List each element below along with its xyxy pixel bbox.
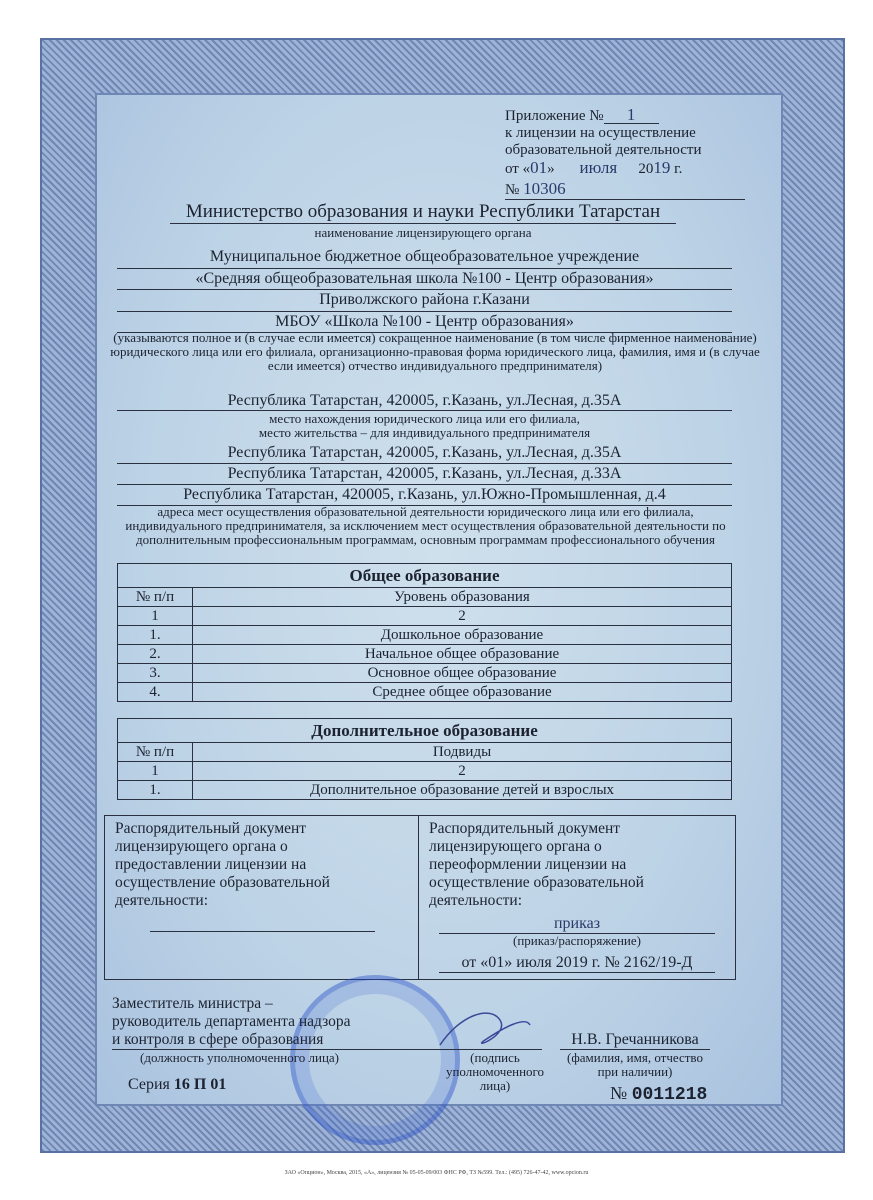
row-number: 2. <box>118 645 193 664</box>
caption-line: место нахождения юридического лица или его филиала, <box>269 411 580 426</box>
org-caption: (указываются полное и (в случае если имеется) сокращенное наименование (в том числе фирменное наименование) юридического лица или его филиала, организационно-правовая форма юридического лица, фамилия, имя и (в случае если имеется) отчество индивидуального предпринимателя) <box>110 330 760 373</box>
column-header: № п/п <box>118 588 193 607</box>
grant-document-box <box>104 815 419 980</box>
printer-footer: ЗАО «Опцион», Москва, 2015, «А», лицензия № 05-05-09/003 ФНС РФ, ТЗ №599. Тел.: (495) 726-47-42, www.opcion.ru <box>284 1170 589 1176</box>
annex-number: 1 <box>604 106 659 124</box>
table-row <box>118 781 732 800</box>
column-number: 1 <box>118 762 193 781</box>
document-reference: от «01» июля 2019 г. № 2162/19-Д <box>439 954 715 973</box>
column-header: Подвиды <box>193 743 732 762</box>
date-prefix: от « <box>505 161 531 177</box>
position-caption: (должность уполномоченного лица) <box>140 1050 340 1065</box>
row-number: 4. <box>118 683 193 702</box>
activity-address: Республика Татарстан, 420005, г.Казань, ул.Лесная, д.35А <box>117 443 732 464</box>
form-number-value: 0011218 <box>631 1085 708 1105</box>
org-line: «Средняя общеобразовательная школа №100 - Центр образования» <box>117 269 732 291</box>
annex-label: Приложение № <box>505 108 604 124</box>
row-number: 3. <box>118 664 193 683</box>
table-title: Дополнительное образование <box>118 719 732 743</box>
form-number <box>610 1083 707 1105</box>
caption-line: при наличии) <box>597 1064 673 1079</box>
series-value: 16 П 01 <box>173 1076 227 1093</box>
signature-caption <box>430 1051 560 1093</box>
position-line: Заместитель министра – <box>112 995 273 1012</box>
legal-address: Республика Татарстан, 420005, г.Казань, ул.Лесная, д.35А <box>117 392 732 411</box>
reissue-document-box <box>418 815 736 980</box>
general-education-table <box>117 563 732 702</box>
caption-line: (подпись <box>470 1050 520 1065</box>
license-number: 10306 <box>523 179 566 198</box>
activity-address: Республика Татарстан, 420005, г.Казань, ул.Лесная, д.33А <box>117 464 732 485</box>
annex-line: образовательной деятельности <box>505 142 702 158</box>
row-number: 1. <box>118 781 193 800</box>
annex-year: 19 <box>653 158 671 177</box>
row-value: Основное общее образование <box>193 664 732 683</box>
table-title: Общее образование <box>118 564 732 588</box>
table-row <box>118 645 732 664</box>
annex-day: 01 <box>530 158 548 177</box>
series-label: Серия <box>128 1076 170 1093</box>
reissue-document-text: Распорядительный документ лицензирующего органа о переоформлении лицензии на осуществление образовательной деятельности: <box>429 820 644 909</box>
activity-caption: адреса мест осуществления образовательной деятельности юридического лица или его филиала, индивидуального предпринимателя, за исключением мест осуществления образовательной деятельности по дополнительным профессиональным программам, основным программам профессионального обучения <box>125 504 726 547</box>
column-header: Уровень образования <box>193 588 732 607</box>
no-label: № <box>505 182 520 198</box>
org-line: Приволжского района г.Казани <box>117 290 732 312</box>
annex-line: к лицензии на осуществление <box>505 125 696 141</box>
column-number: 2 <box>193 607 732 626</box>
row-value: Начальное общее образование <box>193 645 732 664</box>
signatory-name: Н.В. Гречанникова <box>560 1031 710 1050</box>
location-caption <box>117 412 732 440</box>
column-number: 1 <box>118 607 193 626</box>
caption-line: (фамилия, имя, отчество <box>567 1050 703 1065</box>
caption-line: уполномоченного лица) <box>445 1064 545 1093</box>
row-number: 1. <box>118 626 193 645</box>
org-line: Муниципальное бюджетное общеобразовательное учреждение <box>117 247 732 269</box>
annex-block <box>505 106 745 200</box>
row-value: Дополнительное образование детей и взрослых <box>193 781 732 800</box>
series <box>128 1076 226 1094</box>
column-number: 2 <box>193 762 732 781</box>
row-value: Среднее общее образование <box>193 683 732 702</box>
table-row <box>118 626 732 645</box>
additional-education-table <box>117 718 732 800</box>
name-caption <box>560 1051 710 1079</box>
number-label: № <box>610 1083 628 1103</box>
grant-document-text: Распорядительный документ лицензирующего органа о предоставлении лицензии на осуществление образовательной деятельности: <box>115 820 330 909</box>
row-value: Дошкольное образование <box>193 626 732 645</box>
document-type-caption: (приказ/распоряжение) <box>513 933 641 948</box>
caption-line: место жительства – для индивидуального предпринимателя <box>258 425 591 440</box>
org-line: МБОУ «Школа №100 - Центр образования» <box>117 312 732 334</box>
position-line: руководитель департамента надзора <box>112 1013 351 1030</box>
activity-addresses <box>117 443 732 506</box>
activity-address: Республика Татарстан, 420005, г.Казань, ул.Южно-Промышленная, д.4 <box>117 485 732 506</box>
signatory-position <box>112 995 542 1050</box>
org-name <box>117 247 732 333</box>
annex-month: июля <box>579 158 618 177</box>
authority-caption: наименование лицензирующего органа <box>314 225 532 240</box>
position-line: и контроля в сфере образования <box>112 1031 542 1050</box>
authority-name: Министерство образования и науки Республики Татарстан <box>170 201 676 224</box>
year-suffix: г. <box>674 161 683 177</box>
column-header: № п/п <box>118 743 193 762</box>
table-row <box>118 664 732 683</box>
document-type: приказ <box>439 915 715 934</box>
year-prefix: 20 <box>638 161 654 177</box>
date-mid: » <box>547 161 555 177</box>
table-row <box>118 683 732 702</box>
